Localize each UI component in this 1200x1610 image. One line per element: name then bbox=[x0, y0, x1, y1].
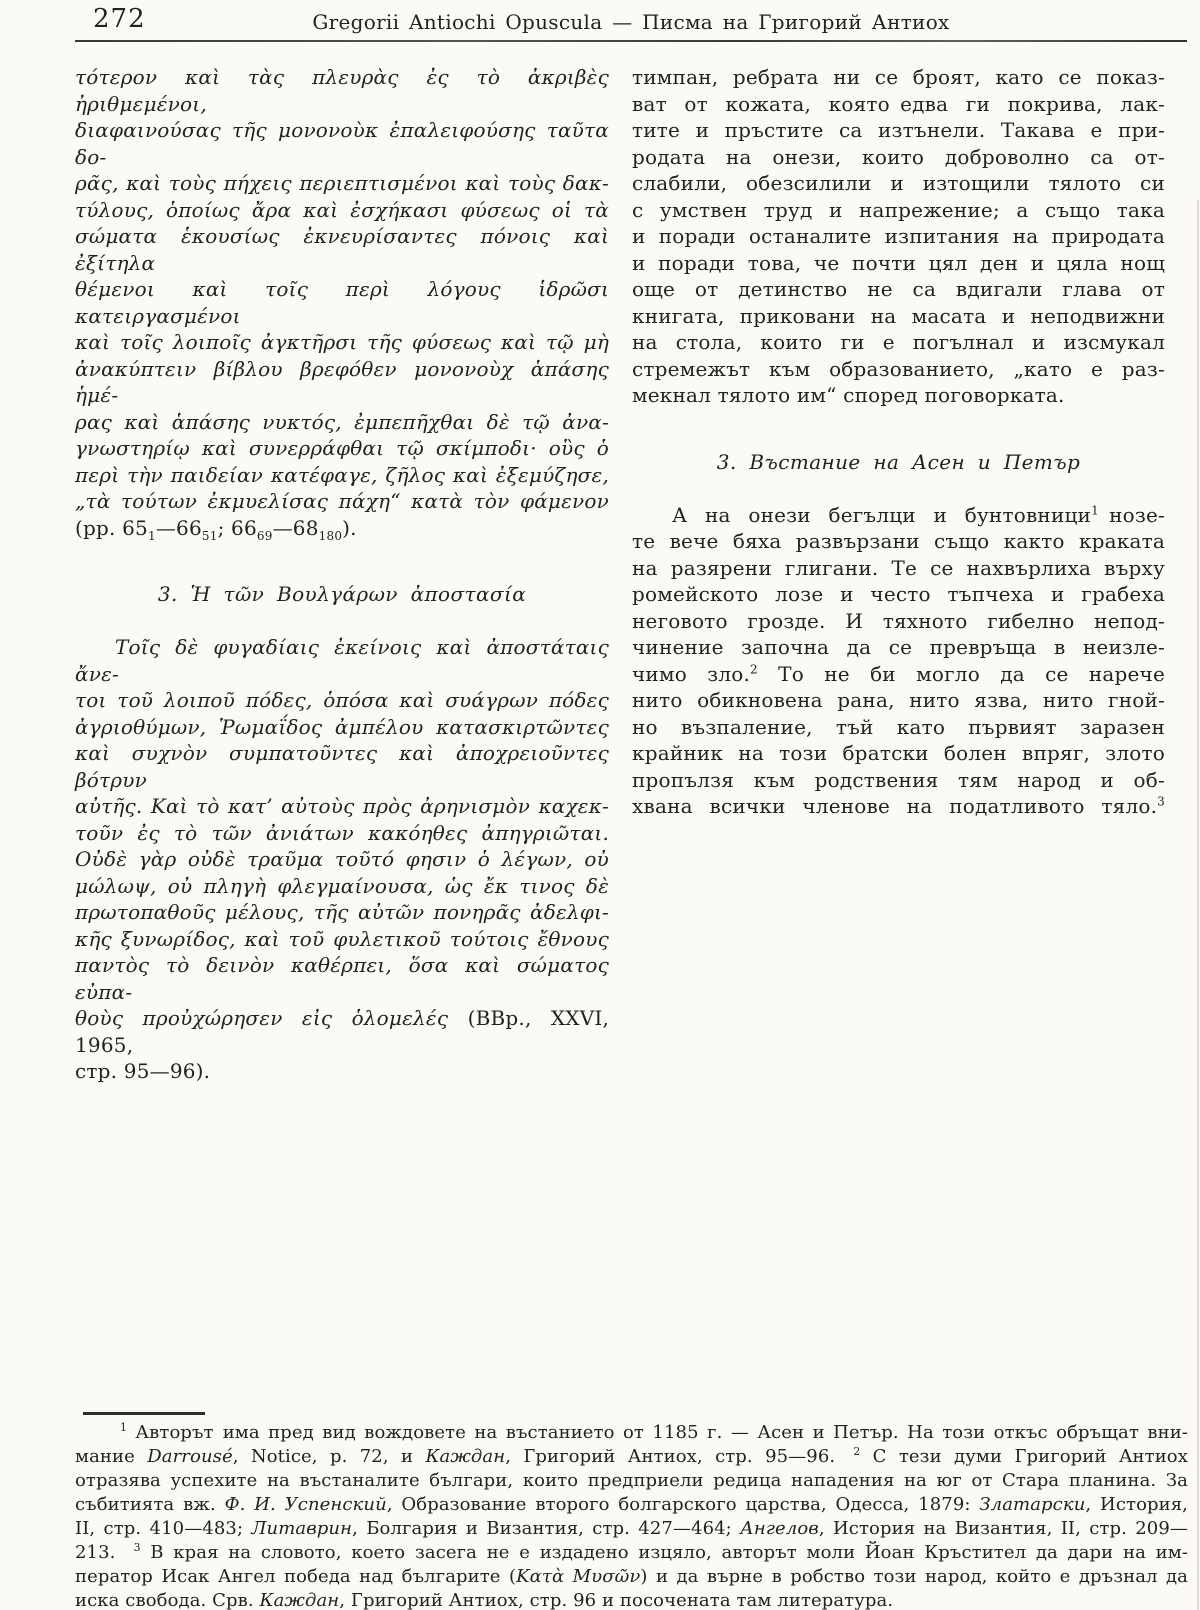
text-segment: Ф. И. Успенский bbox=[224, 1494, 387, 1515]
text-line: тимпан, ребрата ни се броят, като се показ- bbox=[632, 65, 1165, 89]
text-line: ἀγριοθύμων, Ῥωμαΐδος ἀμπέλου κατασκιρτῶντες bbox=[75, 714, 609, 739]
text-line: κῆς ξυνωρίδος, καὶ τοῦ φυλετικοῦ τούτοις ἔθνους bbox=[75, 926, 609, 951]
text-line: περὶ τὴν παιδείαν κατέφαγε, ζῆλος καὶ ἐξεμύζησε, bbox=[75, 462, 609, 487]
text-line: τοι τοῦ λοιποῦ πόδες, ὁπόσα καὶ συάγρων πόδες bbox=[75, 688, 609, 712]
text-line: слабили, обезсилили и изтощили тялото си bbox=[632, 171, 1165, 195]
greek-paragraph-1 bbox=[75, 64, 609, 541]
text-segment: А на онези бегълци и бунтовници bbox=[672, 502, 1092, 527]
text-line: ромейското лозе и често тъпчеха и грабеха bbox=[632, 582, 1165, 606]
bulgarian-column bbox=[632, 64, 1165, 820]
text-line: пропълзя към родствения тям народ и об- bbox=[632, 767, 1165, 792]
text-line: „τὰ τούτων ἐκμυελίσας πάχη“ κατὰ τὸν φάμενον bbox=[75, 489, 609, 513]
text-segment: (pp. 65 bbox=[75, 515, 148, 540]
text-line: Οὐδὲ γὰρ οὐδὲ τραῦμα τοῦτό φησιν ὁ λέγων, οὐ bbox=[75, 847, 609, 871]
text-line: καὶ συχνὸν συμπατοῦντες καὶ ἀποχρειοῦντες βότρυν bbox=[75, 741, 609, 792]
subscript-number: 1 bbox=[147, 528, 156, 543]
text-line: τοῦν ἐς τὸ τῶν ἀνιάτων κακόηθες ἀπηγριῶται. bbox=[75, 820, 609, 845]
bulgarian-paragraph-2 bbox=[632, 502, 1165, 820]
text-segment: иска свобода. Срв. bbox=[75, 1590, 260, 1610]
text-line: те вече бяха развързани също както краката bbox=[632, 529, 1165, 553]
text-segment: стр. 95—96). bbox=[75, 1059, 211, 1083]
text-line: μώλωψ, οὐ πληγὴ φλεγμαίνουσα, ὡς ἔκ τινος δὲ bbox=[75, 873, 609, 898]
text-segment: ; 66 bbox=[217, 515, 257, 540]
text-line: крайник на този братски болен впряг, злото bbox=[632, 741, 1165, 765]
text-segment: ) и да върне в робство този народ, който е дръзнал да bbox=[640, 1566, 1188, 1587]
text-line bbox=[632, 793, 1165, 820]
greek-column bbox=[75, 64, 609, 1085]
text-line: ват от кожата, която едва ги покрива, лак- bbox=[632, 91, 1165, 116]
text-line: чинение започна да се превръща в неизле- bbox=[632, 635, 1165, 659]
text-segment: —68 bbox=[272, 515, 319, 540]
text-segment: —66 bbox=[155, 515, 202, 540]
text-segment: , История, bbox=[1085, 1494, 1188, 1515]
text-segment: θοὺς προὐχώρησεν εἰς ὁλομελές bbox=[75, 1006, 468, 1030]
text-line bbox=[75, 515, 609, 542]
text-line: διαφαινούσας τῆς μονονοὺκ ἐπαλειφούσης ταῦτα δο- bbox=[75, 118, 609, 169]
text-segment: Κατὰ Μυσῶν bbox=[516, 1566, 641, 1587]
text-segment: хвана всички членове на податливото тяло. bbox=[632, 794, 1158, 818]
text-segment: Златарски bbox=[979, 1494, 1086, 1515]
text-line: родата на онези, които доброволно са от- bbox=[632, 144, 1165, 169]
text-line bbox=[75, 1445, 1188, 1469]
text-segment: нозе- bbox=[1098, 502, 1165, 527]
text-line bbox=[75, 1058, 609, 1085]
text-line: παντὸς τὸ δεινὸν καθέρπει, ὅσα καὶ σώματος εὐπα- bbox=[75, 953, 609, 1004]
text-segment: В края на словото, което засега не е издадено изцяло, авторът моли Йоан Кръстител да дари на им- bbox=[140, 1542, 1188, 1563]
text-line: и поради това, че почти цял ден и цяла нощ bbox=[632, 250, 1165, 275]
text-line bbox=[75, 1517, 1188, 1541]
running-title: Gregorii Antiochi Opuscula — Писма на Григорий Антиох bbox=[312, 10, 950, 34]
text-segment: , Notice, p. 72, и bbox=[232, 1446, 426, 1467]
text-line: θέμενοι καὶ τοῖς περὶ λόγους ἱδρῶσι κατειργασμένοι bbox=[75, 277, 609, 328]
bulgarian-paragraph-1 bbox=[632, 64, 1165, 409]
footnote-marker: 2 bbox=[750, 661, 758, 676]
text-line bbox=[632, 661, 1165, 688]
bulgarian-section-heading: 3. Въстание на Асен и Петър bbox=[716, 449, 1081, 474]
footnote-marker: 1 bbox=[1091, 502, 1099, 517]
footnote-marker: 1 bbox=[120, 1421, 127, 1434]
text-line: нито обикновена рана, нито язва, нито гной- bbox=[632, 688, 1165, 712]
text-segment: ператор Исак Ангел победа над българите ( bbox=[75, 1566, 517, 1587]
footnote-marker: 3 bbox=[1157, 794, 1165, 809]
text-segment: 213. bbox=[75, 1542, 134, 1563]
text-segment: Каждан bbox=[259, 1590, 340, 1610]
scan-page-edge bbox=[1197, 200, 1199, 1610]
text-segment: мание bbox=[75, 1446, 148, 1467]
text-line bbox=[75, 1493, 1188, 1517]
text-line: мекнал тялото им“ според поговорката. bbox=[632, 383, 1065, 407]
text-line: стремежът към образованието, „като е раз- bbox=[632, 356, 1165, 381]
text-line bbox=[632, 502, 1165, 529]
header-rule bbox=[75, 40, 1187, 42]
text-segment: То не би могло да се нарече bbox=[757, 661, 1165, 686]
text-line: πρωτοπαθοῦς μέλους, τῆς αὐτῶν πονηρᾶς ἀδελφι- bbox=[75, 900, 609, 924]
text-segment: С тези думи Григорий Антиох bbox=[860, 1446, 1188, 1467]
text-segment: Авторът има пред вид вождовете на въстанието от 1185 г. — Асен и Петър. На този откъс обръщат вни- bbox=[126, 1422, 1188, 1443]
text-segment: Ангелов bbox=[740, 1518, 819, 1539]
text-line: ρας καὶ ἁπάσης νυκτός, ἐμπεπῆχθαι δὲ τῷ ἀνα- bbox=[75, 409, 609, 434]
text-segment: II, стр. 410—483; bbox=[75, 1518, 252, 1539]
text-segment: Darrousé bbox=[147, 1446, 233, 1467]
text-line bbox=[75, 1589, 1188, 1610]
greek-section-heading: 3. Ἡ τῶν Βουλγάρων ἀποστασία bbox=[157, 582, 527, 606]
text-segment: чимо зло. bbox=[632, 661, 751, 686]
text-line bbox=[75, 1565, 1188, 1589]
text-line: Τοῖς δὲ φυγαδίαις ἐκείνοις καὶ ἀποστάταις ἄνε- bbox=[75, 635, 609, 686]
footnotes-section bbox=[75, 1412, 1188, 1610]
text-line: но възпаление, тъй като първият заразен bbox=[632, 714, 1165, 739]
text-segment: Каждан bbox=[425, 1446, 506, 1467]
text-line: тите и пръстите са изтънели. Такава е при- bbox=[632, 118, 1165, 142]
text-line: γνωστηρίῳ καὶ συνερράφθαι τῷ σκίμποδι· οὓς ὁ bbox=[75, 436, 609, 460]
text-line: книгата, приковани на масата и неподвижни bbox=[632, 303, 1165, 328]
greek-paragraph-2 bbox=[75, 634, 609, 1085]
text-line: още от детинство не са вдигали глава от bbox=[632, 277, 1165, 301]
text-segment: , Болгария и Византия, стр. 427—464; bbox=[352, 1518, 741, 1539]
text-line bbox=[75, 1421, 1188, 1445]
footnote-marker: 2 bbox=[853, 1445, 861, 1458]
text-segment: Литаврин bbox=[251, 1518, 353, 1539]
page-number: 272 bbox=[93, 4, 146, 34]
text-line: на стола, които ги е погълнал и изсмукал bbox=[632, 330, 1165, 354]
text-line bbox=[75, 1541, 1188, 1565]
subscript-number: 51 bbox=[201, 528, 218, 543]
text-line: и поради останалите изпитания на природата bbox=[632, 224, 1165, 248]
text-segment: , История на Византия, II, стр. 209— bbox=[818, 1518, 1188, 1539]
text-line: αὐτῆς. Καὶ τὸ κατ’ αὐτοὺς πρὸς ἀρηνισμὸν καχεκ- bbox=[75, 794, 609, 818]
text-segment: събитията вж. bbox=[75, 1494, 225, 1515]
text-line: ἀνακύπτειν βίβλου βρεφόθεν μονονοὺχ ἁπάσης ἡμέ- bbox=[75, 356, 609, 407]
text-line: τότερον καὶ τὰς πλευρὰς ἐς τὸ ἀκριβὲς ἠριθμεμένοι, bbox=[75, 65, 609, 116]
text-line: с умствен труд и напрежение; а също така bbox=[632, 197, 1165, 222]
text-line: ρᾶς, καὶ τοὺς πήχεις περιεπτισμένοι καὶ τοὺς δακ- bbox=[75, 171, 609, 195]
text-segment: (ВВр., XXVI, 1965, bbox=[75, 1006, 609, 1057]
subscript-number: 180 bbox=[318, 528, 343, 543]
text-line: на разярени глигани. Те се нахвърлиха върху bbox=[632, 555, 1165, 580]
text-line: καὶ τοῖς λοιποῖς ἀγκτῆρσι τῆς φύσεως καὶ τῷ μὴ bbox=[75, 330, 609, 354]
footnote-lines bbox=[75, 1421, 1188, 1610]
text-segment: , Образование второго болгарского царства, Одесса, 1879: bbox=[386, 1494, 980, 1515]
footnote-marker: 3 bbox=[133, 1541, 141, 1554]
text-line: σώματα ἑκουσίως ἐκνευρίσαντες πόνοις καὶ ἐξίτηλα bbox=[75, 224, 609, 275]
text-segment: , Григорий Антиох, стр. 96 и посочената там литература. bbox=[339, 1590, 894, 1610]
subscript-number: 69 bbox=[256, 528, 273, 543]
text-line: τύλους, ὁποίως ἄρα καὶ ἐσχήκασι φύσεως οἱ τὰ bbox=[75, 197, 609, 222]
text-line: отразява успехите на въстаналите българи, които предприели редица нападения на юг от Стара планина. За bbox=[75, 1470, 1188, 1491]
text-segment: , Григорий Антиох, стр. 95—96. bbox=[505, 1446, 854, 1467]
text-line bbox=[75, 1005, 609, 1058]
text-line: неговото грозде. И тяхното гибелно непод- bbox=[632, 608, 1165, 633]
text-segment: ). bbox=[342, 515, 357, 540]
footnote-separator bbox=[83, 1412, 205, 1415]
